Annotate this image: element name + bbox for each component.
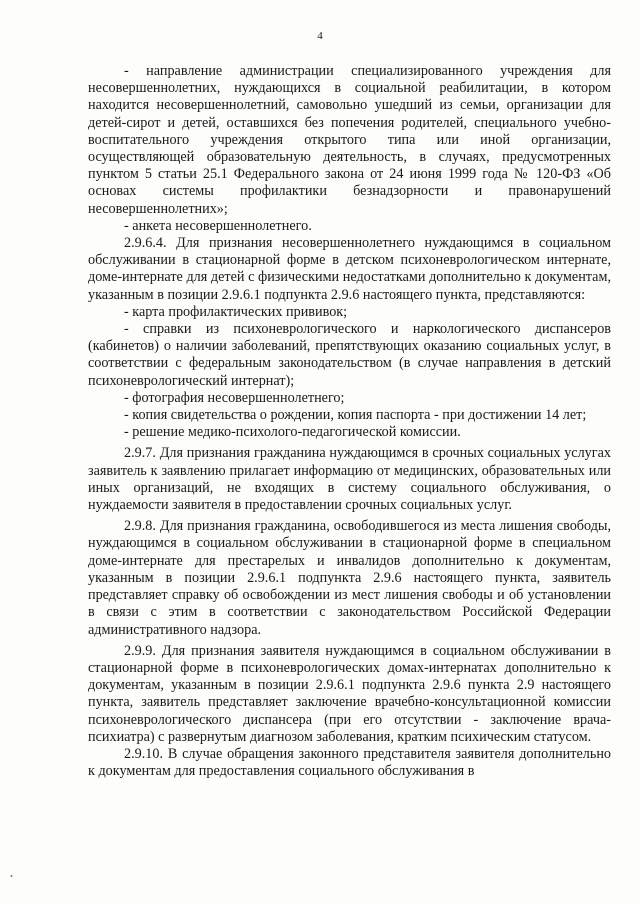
paragraph-referral-administration: - направление администрации специализированного учреждения для несовершеннолетних, нуждающихся в социальной реабилитации, в котором находится несовершеннолетний, самовольно ушедший из семьи, организации для детей-сирот и детей, оставшихся без попечения родителей, специального учебно-воспитательного учреждения открытого типа или иной организации, осуществляющей образовательную деятельность, в случаях, предусмотренных пунктом 5 статьи 25.1 Федерального закона от 24 июня 1999 года № 120-ФЗ «Об основах системы профилактики безнадзорности и правонарушений несовершеннолетних»; [88,63,611,217]
paragraph-vaccination-card: - карта профилактических прививок; [124,303,348,320]
scan-margin-mark: • [10,872,13,881]
paragraph-minor-questionnaire: - анкета несовершеннолетнего. [124,217,312,234]
paragraph-commission-decision: - решение медико-психолого-педагогической комиссии. [124,424,461,441]
paragraph-2-9-10: 2.9.10. В случае обращения законного представителя заявителя дополнительно к документам для предоставления социального обслуживания в [88,745,611,780]
paragraph-2-9-8: 2.9.8. Для признания гражданина, освободившегося из места лишения свободы, нуждающимся в социальном обслуживании в стационарной форме в специальном доме-интернате для престарелых и инвалидов дополнительно к документам, указанным в позиции 2.9.6.1 подпункта 2.9.6 настоящего пункта, заявитель представляет справку об освобождении из мест лишения свободы и об установлении в связи с этим в соответствии с законодательством Российской Федерации административного надзора. [88,518,611,638]
document-body [88,63,611,780]
paragraph-2-9-7: 2.9.7. Для признания гражданина нуждающимся в срочных социальных услугах заявитель к заявлению прилагает информацию от медицинских, образовательных или иных организаций, не входящих в систему социального обслуживания, о нуждаемости заявителя в предоставлении срочных социальных услуг. [88,445,611,514]
paragraph-dispensary-certificates: - справки из психоневрологического и наркологического диспансеров (кабинетов) о наличии заболеваний, препятствующих оказанию социальных услуг, в соответствии с федеральным законодательством (в случае направления в детский психоневрологический интернат); [88,321,611,389]
paragraph-minor-photo: - фотография несовершеннолетнего; [124,389,345,406]
paragraph-birth-certificate-copy: - копия свидетельства о рождении, копия паспорта - при достижении 14 лет; [124,407,587,424]
page-number: 4 [317,30,323,42]
paragraph-2-9-6-4: 2.9.6.4. Для признания несовершеннолетнего нуждающимся в социальном обслуживании в стационарной форме в детском психоневрологическом интернате, доме-интернате для детей с физическими недостатками дополнительно к документам, указанным в позиции 2.9.6.1 подпункта 2.9.6 настоящего пункта, представляются: [88,235,611,303]
paragraph-2-9-9: 2.9.9. Для признания заявителя нуждающимся в социальном обслуживании в стационарной форме в психоневрологических домах-интернатах дополнительно к документам, указанным в позиции 2.9.6.1 подпункта 2.9.6 пункта 2.9 настоящего пункта, заявитель представляет заключение врачебно-консультационной комиссии психоневрологического диспансера (при его отсутствии - заключение врача-психиатра) с развернутым диагнозом заболевания, кратким психическим статусом. [88,642,611,745]
